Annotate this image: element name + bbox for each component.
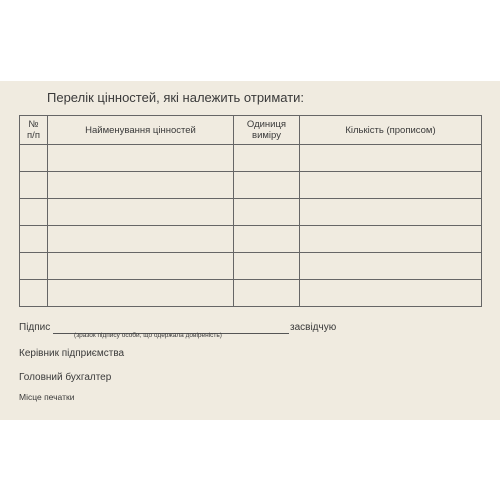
signature-certify-text: засвідчую [290, 322, 337, 333]
table-cell[interactable] [234, 172, 300, 199]
table-cell[interactable] [20, 226, 48, 253]
table-cell[interactable] [234, 280, 300, 307]
table-cell[interactable] [234, 226, 300, 253]
values-table-header-row [20, 116, 482, 145]
header-unit: Одиниця виміру [234, 116, 300, 145]
table-row [20, 172, 482, 199]
table-cell[interactable] [300, 226, 482, 253]
stamp-place-label: Місце печатки [19, 392, 75, 402]
table-cell[interactable] [20, 253, 48, 280]
table-cell[interactable] [300, 172, 482, 199]
accountant-label: Головний бухгалтер [19, 372, 112, 383]
table-cell[interactable] [48, 253, 234, 280]
table-cell[interactable] [234, 253, 300, 280]
values-table [19, 115, 482, 307]
table-row [20, 145, 482, 172]
header-name: Найменування цінностей [48, 116, 234, 145]
header-quantity: Кількість (прописом) [300, 116, 482, 145]
table-cell[interactable] [48, 172, 234, 199]
table-cell[interactable] [300, 199, 482, 226]
signature-label: Підпис [19, 322, 51, 333]
table-cell[interactable] [234, 199, 300, 226]
table-row [20, 226, 482, 253]
table-cell[interactable] [300, 253, 482, 280]
signature-hint: (зразок підпису особи, що одержала довіреність) [74, 332, 222, 339]
power-of-attorney-sheet [0, 81, 500, 420]
table-cell[interactable] [20, 145, 48, 172]
director-label: Керівник підприємства [19, 348, 125, 359]
table-cell[interactable] [48, 199, 234, 226]
table-row [20, 253, 482, 280]
table-cell[interactable] [20, 280, 48, 307]
table-row [20, 280, 482, 307]
values-list-heading: Перелік цінностей, які належить отримати: [47, 90, 305, 105]
table-cell[interactable] [48, 226, 234, 253]
table-cell[interactable] [234, 145, 300, 172]
table-cell[interactable] [20, 199, 48, 226]
values-table-body [20, 145, 482, 307]
table-cell[interactable] [48, 145, 234, 172]
table-cell[interactable] [300, 145, 482, 172]
table-cell[interactable] [300, 280, 482, 307]
table-row [20, 199, 482, 226]
header-number: № п/п [20, 116, 48, 145]
table-cell[interactable] [48, 280, 234, 307]
table-cell[interactable] [20, 172, 48, 199]
